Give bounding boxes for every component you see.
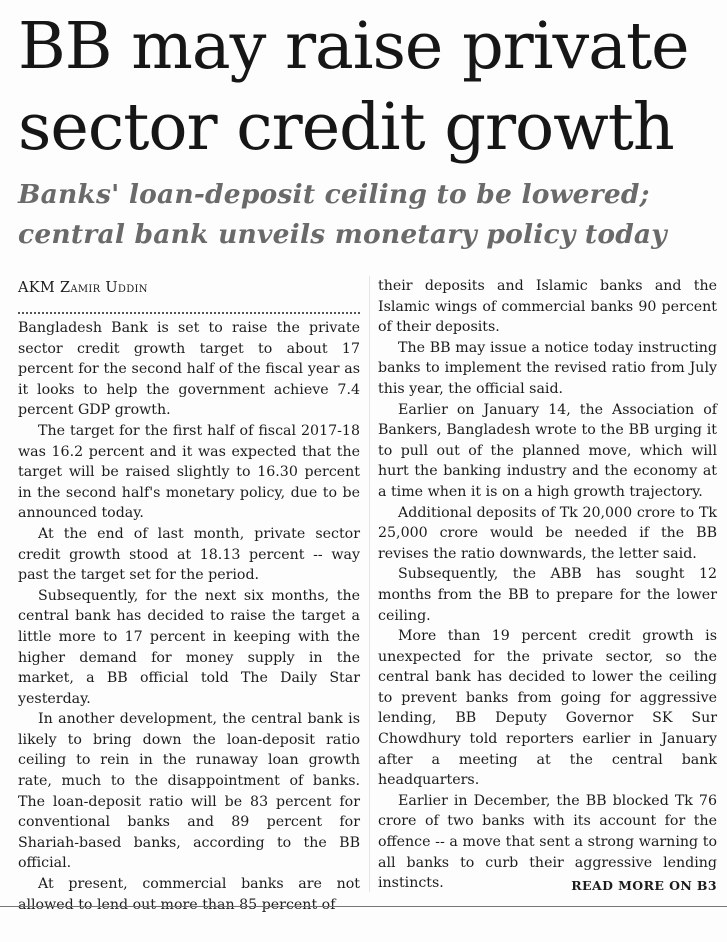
paragraph: Earlier on January 14, the Association of Bankers, Bangladesh wrote to the BB urging it to pull out of the planned move, which will hurt the banking industry and the economy at a time when it is on a high growth trajectory. (378, 401, 717, 500)
paragraph: The target for the first half of fiscal 2017-18 was 16.2 percent and it was expected that the target will be raised slightly to 16.30 percent in the second half's monetary policy, due to be announced today. (18, 422, 360, 522)
byline: AKM Zamir Uddin (18, 280, 148, 296)
read-more-link[interactable]: READ MORE ON B3 (571, 878, 717, 893)
paragraph: In another development, the central bank is likely to bring down the loan-deposit ratio ceiling to rein in the runaway loan growth rate, much to the disappointment of banks. The loan-deposit ratio will be 83 percent for conventional banks and 89 percent for Shariah-based banks, according to the BB official. (18, 711, 360, 872)
paragraph: The BB may issue a notice today instructing banks to implement the revised ratio from July this year, the official said. (378, 339, 717, 397)
paragraph: Subsequently, the ABB has sought 12 months from the BB to prepare for the lower ceiling. (378, 566, 717, 624)
column-divider (369, 276, 370, 892)
paragraph: More than 19 percent credit growth is unexpected for the private sector, so the central bank has decided to lower the ceiling to prevent banks from going for aggressive lending, BB Deputy Governor SK Sur Chowdhury told reporters earlier in January after a meeting at the central bank headquarters. (378, 628, 717, 789)
paragraph: Earlier in December, the BB blocked Tk 76 crore of two banks with its account for the offence -- a move that sent a strong warning to all banks to curb their aggressive lending instincts. (378, 792, 717, 892)
right-column (378, 276, 717, 894)
bottom-divider (0, 906, 727, 907)
paragraph: their deposits and Islamic banks and the Islamic wings of commercial banks 90 percent of their deposits. (378, 278, 717, 336)
paragraph: Additional deposits of Tk 20,000 crore to Tk 25,000 crore would be needed if the BB revises the ratio downwards, the letter said. (378, 504, 717, 562)
paragraph: Subsequently, for the next six months, the central bank has decided to raise the target a little more to 17 percent in keeping with the higher demand for money supply in the market, a BB official told The Daily Star yesterday. (18, 587, 360, 707)
byline-divider (18, 312, 360, 314)
left-column (18, 318, 360, 915)
paragraph: At the end of last month, private sector credit growth stood at 18.13 percent -- way past the target set for the period. (18, 525, 360, 584)
paragraph: Bangladesh Bank is set to raise the private sector credit growth target to about 17 percent for the second half of the fiscal year as it looks to help the government achieve 7.4 percent GDP growth. (18, 320, 360, 419)
paragraph: At present, commercial banks are not allowed to lend out more than 85 percent of (18, 876, 360, 913)
headline: BB may raise private sector credit growth (18, 9, 689, 165)
subheadline: Banks' loan-deposit ceiling to be lowered; central bank unveils monetary policy today (18, 179, 667, 250)
